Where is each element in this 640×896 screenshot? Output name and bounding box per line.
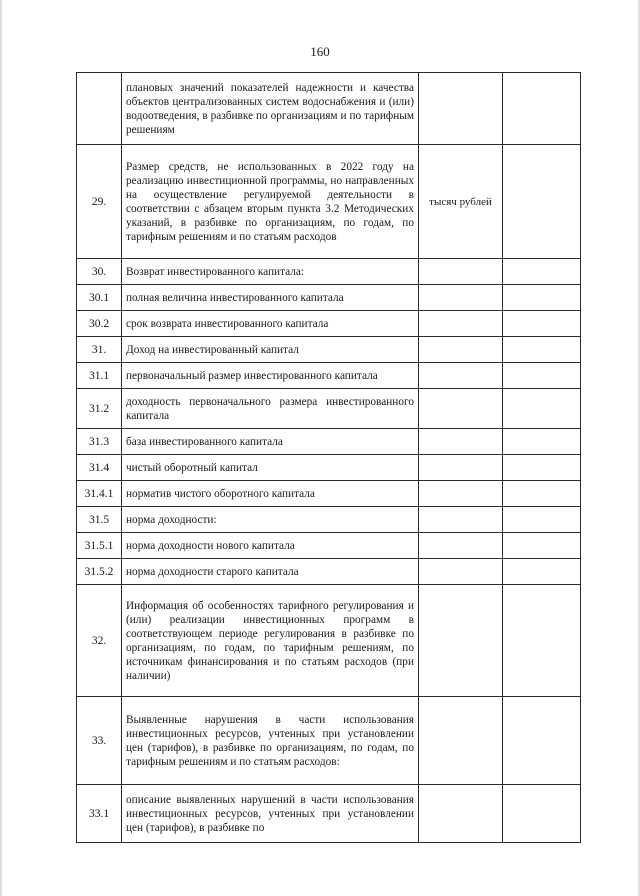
row-description: норма доходности нового капитала bbox=[122, 533, 419, 559]
row-unit bbox=[419, 429, 503, 455]
row-value bbox=[503, 533, 581, 559]
row-description: первоначальный размер инвестированного капитала bbox=[122, 363, 419, 389]
row-value bbox=[503, 785, 581, 843]
table-row bbox=[77, 337, 581, 363]
row-value bbox=[503, 429, 581, 455]
row-value bbox=[503, 363, 581, 389]
row-number: 31.4 bbox=[77, 455, 122, 481]
table-row bbox=[77, 363, 581, 389]
row-value bbox=[503, 697, 581, 785]
row-value bbox=[503, 337, 581, 363]
row-description: описание выявленных нарушений в части использования инвестиционных ресурсов, учтенных при установлении цен (тарифов), в разбивке по bbox=[122, 785, 419, 843]
row-unit bbox=[419, 585, 503, 697]
row-number: 31.5.2 bbox=[77, 559, 122, 585]
row-description: Выявленные нарушения в части использования инвестиционных ресурсов, учтенных при установлении цен (тарифов), в разбивке по организациям, по годам, по тарифным решениям и по статьям расходов: bbox=[122, 697, 419, 785]
row-number: 31.5.1 bbox=[77, 533, 122, 559]
row-number: 33.1 bbox=[77, 785, 122, 843]
table-row bbox=[77, 145, 581, 259]
table-row bbox=[77, 455, 581, 481]
row-value bbox=[503, 145, 581, 259]
row-number: 31.1 bbox=[77, 363, 122, 389]
row-unit bbox=[419, 259, 503, 285]
table-row bbox=[77, 429, 581, 455]
row-unit bbox=[419, 337, 503, 363]
row-value bbox=[503, 285, 581, 311]
row-description: плановых значений показателей надежности и качества объектов централизованных систем водоснабжения и (или) водоотведения, в разбивке по организациям и по тарифным решениям bbox=[122, 73, 419, 145]
row-number: 30. bbox=[77, 259, 122, 285]
row-description: Доход на инвестированный капитал bbox=[122, 337, 419, 363]
row-value bbox=[503, 481, 581, 507]
row-value bbox=[503, 507, 581, 533]
row-number: 33. bbox=[77, 697, 122, 785]
row-unit bbox=[419, 389, 503, 429]
table-row bbox=[77, 785, 581, 843]
table-row bbox=[77, 559, 581, 585]
row-value bbox=[503, 389, 581, 429]
row-unit bbox=[419, 73, 503, 145]
row-description: норма доходности старого капитала bbox=[122, 559, 419, 585]
table-row bbox=[77, 259, 581, 285]
row-number bbox=[77, 73, 122, 145]
table-row bbox=[77, 73, 581, 145]
row-value bbox=[503, 559, 581, 585]
row-unit bbox=[419, 455, 503, 481]
row-unit bbox=[419, 533, 503, 559]
row-description: доходность первоначального размера инвестированного капитала bbox=[122, 389, 419, 429]
row-description: база инвестированного капитала bbox=[122, 429, 419, 455]
row-number: 30.2 bbox=[77, 311, 122, 337]
row-number: 31. bbox=[77, 337, 122, 363]
row-value bbox=[503, 259, 581, 285]
table-row bbox=[77, 389, 581, 429]
row-unit: тысяч рублей bbox=[419, 145, 503, 259]
row-unit bbox=[419, 559, 503, 585]
table-row bbox=[77, 533, 581, 559]
row-description: срок возврата инвестированного капитала bbox=[122, 311, 419, 337]
page-number: 160 bbox=[310, 44, 330, 59]
table-row bbox=[77, 481, 581, 507]
row-unit bbox=[419, 507, 503, 533]
row-number: 31.3 bbox=[77, 429, 122, 455]
table-row bbox=[77, 585, 581, 697]
row-unit bbox=[419, 285, 503, 311]
row-unit bbox=[419, 481, 503, 507]
row-number: 32. bbox=[77, 585, 122, 697]
row-description: Размер средств, не использованных в 2022 году на реализацию инвестиционной программы, но направленных на осуществление регулируемой деятельности в соответствии с абзацем вторым пункта 3.2 Методических указаний, в разбивке по организациям, по годам, по тарифным решениям и по статьям расходов bbox=[122, 145, 419, 259]
indicators-table bbox=[76, 72, 581, 843]
row-unit bbox=[419, 363, 503, 389]
row-number: 31.4.1 bbox=[77, 481, 122, 507]
table-row bbox=[77, 311, 581, 337]
row-value bbox=[503, 73, 581, 145]
row-unit bbox=[419, 311, 503, 337]
table-row bbox=[77, 285, 581, 311]
row-number: 31.5 bbox=[77, 507, 122, 533]
scan-edge-left bbox=[0, 0, 3, 896]
row-description: норматив чистого оборотного капитала bbox=[122, 481, 419, 507]
row-value bbox=[503, 311, 581, 337]
row-unit bbox=[419, 697, 503, 785]
row-description: Информация об особенностях тарифного регулирования и (или) реализации инвестиционных программ в соответствующем периоде регулирования в разбивке по организациям, по годам, по тарифным решениям, по источникам финансирования и по статьям расходов (при наличии) bbox=[122, 585, 419, 697]
row-number: 29. bbox=[77, 145, 122, 259]
row-description: Возврат инвестированного капитала: bbox=[122, 259, 419, 285]
row-description: норма доходности: bbox=[122, 507, 419, 533]
row-unit bbox=[419, 785, 503, 843]
row-value bbox=[503, 585, 581, 697]
row-value bbox=[503, 455, 581, 481]
row-description: полная величина инвестированного капитала bbox=[122, 285, 419, 311]
table-row bbox=[77, 507, 581, 533]
row-number: 31.2 bbox=[77, 389, 122, 429]
row-description: чистый оборотный капитал bbox=[122, 455, 419, 481]
table-row bbox=[77, 697, 581, 785]
row-number: 30.1 bbox=[77, 285, 122, 311]
